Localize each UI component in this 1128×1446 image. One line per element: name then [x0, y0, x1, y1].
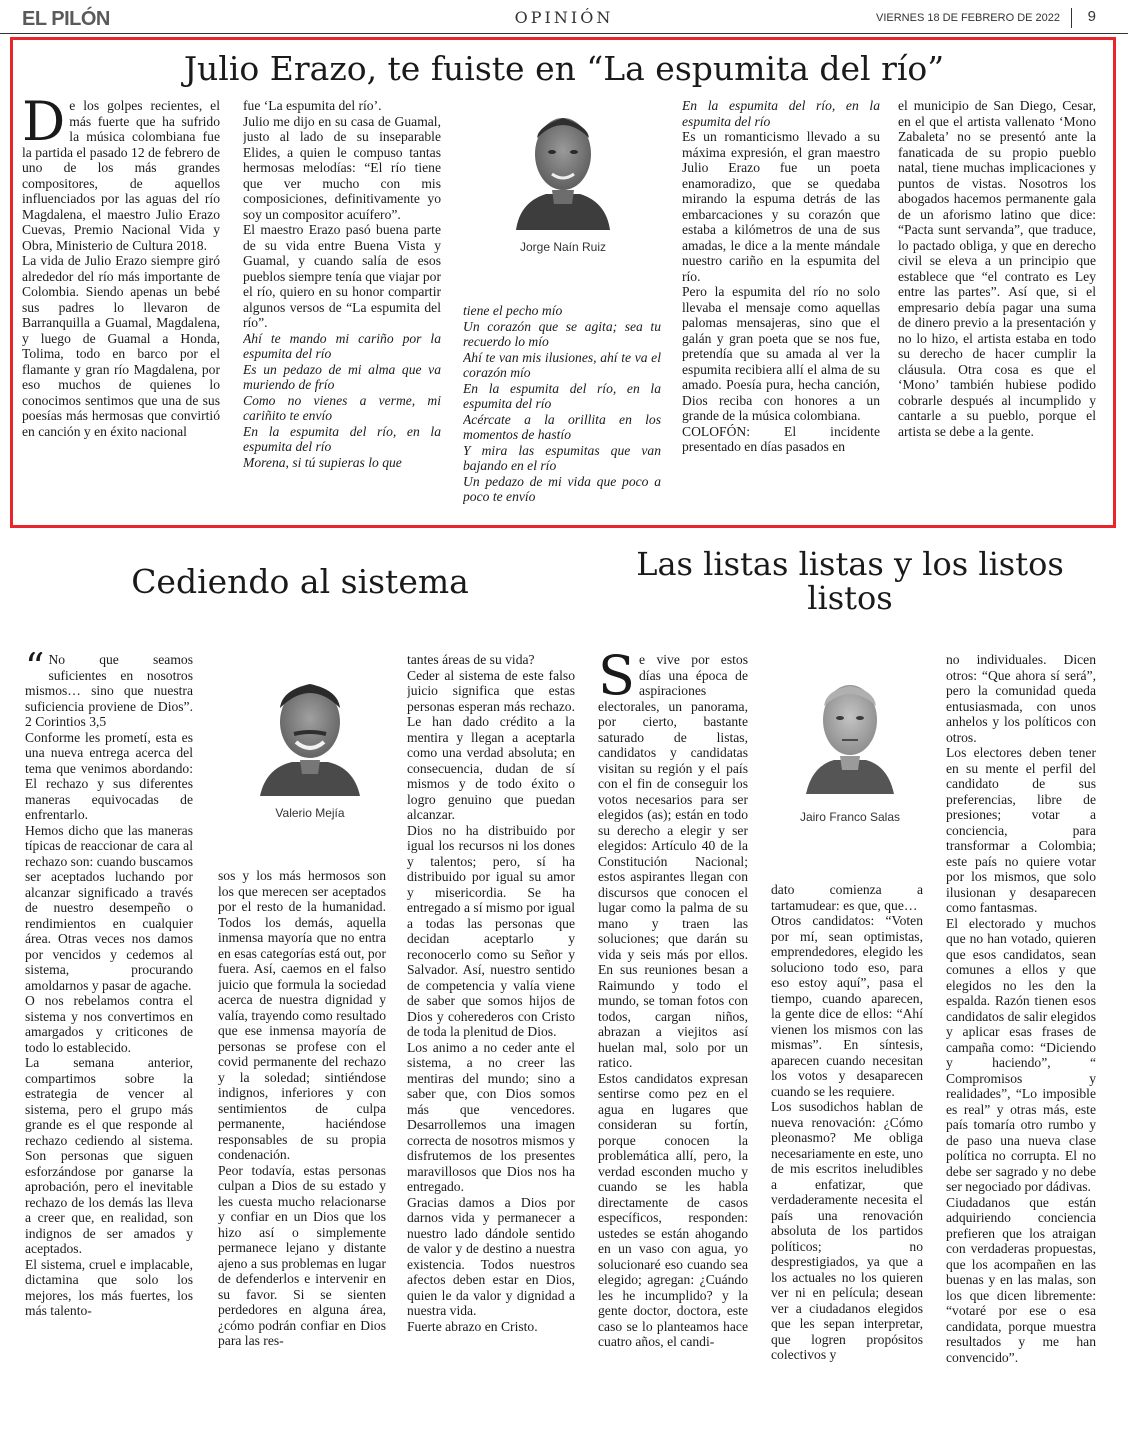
article2-column-2 — [218, 868, 386, 1424]
article1-title: Julio Erazo, te fuiste en “La espumita del río” — [183, 49, 945, 88]
article3-paragraph: no individuales. Dicen otros: “Que ahora sí será”, pero la comunidad queda entusiasmada, con unos anhelos y los políticos con otros. — [946, 652, 1096, 745]
article1-author: Jorge Naín Ruiz — [519, 240, 607, 254]
article1-paragraph: Pero la espumita del río no solo llevaba el mensaje como aquellas palomas mensajeras, sino que el galán y gran poeta que se nos fue, pretendía que su amada al ver la espumita recibiera allí el alma de su amado. Poesía pura, hecha canción, Dios reciba con honores a un grande de la música colombiana. — [682, 284, 880, 423]
article1-drop-cap: D — [22, 98, 66, 153]
article2-column-3 — [407, 652, 575, 1424]
article2-paragraph: Dios no ha distribuido por igual los recursos ni los dones y talentos; pero, sí ha distribuido por igual su amor y misericordia. Se ha entregado a sí mismo por igual a todas las personas que decidan aceptarlo y reconocerlo como su Señor y Salvador. Así, nuestro sentido de competencia y valía viene de saber que somos hijos de Dios y coherederos con Cristo de toda la plenitud de Dios. — [407, 822, 575, 1039]
article1-verse: En la espumita del río, en la espumita del río — [682, 98, 880, 129]
page-number: 9 — [1087, 8, 1096, 25]
article2-paragraph: Ceder al sistema de este falso juicio significa que estas personas esperan más rechazo. Le han dado crédito a la mentira y llegan a aceptarla como una verdad absoluta; en consecuencia, dudan de sí mismos y de todo éxito o logro genuino que puedan alcanzar. — [407, 667, 575, 822]
article1-column-4 — [682, 98, 880, 510]
article1-column-3 — [463, 303, 661, 510]
article1-verse: Ahí te mando mi cariño por la espumita del río — [243, 330, 441, 361]
article2-quote-mark: “ — [25, 652, 45, 689]
article2-paragraph: Peor todavía, estas personas culpan a Dios de su estado y les cuesta mucho relacionarse y confiar en un Dios que los hizo así o simplemente permanece lejano y distante ajeno a sus problemas en lugar de defenderlos e intervenir en su favor. Si se sienten perdedores en alguna área, ¿cómo podrán confiar en Dios para las res- — [218, 1162, 386, 1348]
article2-paragraph: sos y los más hermosos son los que merecen ser aceptados por el resto de la humanidad. Todos los demás, aquella inmensa mayoría que no entra en esas categorías está out, por fuera. Así, caemos en el falso juicio que formula la sociedad acerca de nuestra dignidad y valía, trayendo como resultado que ese inmensa mayoría de personas se profese con el covid permanente del rechazo y la soledad; sintiéndose indignos, inferiores y con sentimientos de culpa permanente, haciéndose responsables de su propia condenación. — [218, 868, 386, 1162]
article2-paragraph: Conforme les prometí, esta es una nueva entrega acerca del tema que venimos abordando: El rechazo y sus diferentes maneras equivocadas de enfrentarlo. — [25, 729, 193, 822]
article3-title: Las listas listas y los listos listos — [636, 545, 1064, 617]
author-photo-jorge-nain-ruiz — [508, 98, 618, 230]
article1-paragraph: el municipio de San Diego, Cesar, en el que el artista vallenato ‘Mono Zabaleta’ no se presentó ante la fanaticada de su propio pueblo natal, tiene muchas implicaciones y puntos de vistas. Nosotros los abogados hacemos permanente gala de un aforismo latino que dice: “Pacta sunt servanda”, que traduce, lo pactado obliga, y que en derecho civil se eleva a un principio que establece que “el contrato es Ley entre las partes”. Así que, si el empresario debía pagar una suma de dinero previo a la presentación y no lo hizo, el artista estaba en todo su derecho de hacer cumplir la cláusula. Otra cosa es que el ‘Mono’ también hubiese podido cobrarle después al incumplido y cantarle a su pueblo, porque el artista se debe a la gente. — [898, 98, 1096, 439]
article3-paragraph: Ciudadanos que están adquiriendo conciencia prefieren que los atraigan con verdaderas propuestas, que los acompañen en las buenas y en las malas, son los que dicen libremente: “votaré por ese o esa candidata, porque muestra resultados y me han convencido”. — [946, 1194, 1096, 1365]
article3-column-1 — [598, 652, 748, 1424]
article1-paragraph: e los golpes recientes, el más fuerte que ha sufrido la música colombiana fue la partida el pasado 12 de febrero de uno de los más grandes compositores, de aquellos influenciados por las aguas del río Magdalena, el maestro Julio Erazo Cuevas, Premio Nacional Vida y Obra, Ministerio de Cultura 2018. — [22, 98, 220, 253]
article1-column-5 — [898, 98, 1096, 510]
article1-verse: Un corazón que se agita; sea tu recuerdo lo mío — [463, 318, 661, 349]
article3-drop-cap: S — [598, 652, 635, 707]
article2-title: Cediendo al sistema — [131, 562, 469, 601]
article2-paragraph: tantes áreas de su vida? — [407, 652, 535, 667]
article1-paragraph: La vida de Julio Erazo siempre giró alrededor del río más importante de Colombia. Siendo apenas un bebé sus padres lo llevaron de Barranquilla a Guamal, Magdalena, y luego de Guamal a Honda, Tolima, todo en barco por el flamante y gran río Magdalena, por eso muchos de quienes lo conocimos sentimos que una de sus poesías más hermosas que convirtió en canción y en éxito nacional — [22, 253, 220, 439]
article1-verse: tiene el pecho mío — [463, 303, 563, 318]
article2-paragraph: La semana anterior, compartimos sobre la estrategia de vencer al sistema, pero el grupo más grande es el que responde al rechazo cediendo al sistema. Son personas que siguen esforzándose por ganarse la aprobación, pero el inevitable rechazo de los demás las lleva a creer que, en realidad, son indignos de ser amados y aceptados. — [25, 1055, 193, 1256]
article1-verse: Ahí te van mis ilusiones, ahí te va el corazón mío — [463, 349, 661, 380]
article3-paragraph: El electorado y muchos que no han votado, quieren que esos candidatos, sean comunes a ellos y que elegidos no les den la espalda. Razón tienen esos candidatos de salir elegidos y aplicar esas frases de campaña como: “Diciendo y haciendo”, “ Compromisos y realidades”, “Lo imposible es real” y otras más, este país tomaría otro rumbo y de paso una nueva clase política no corrupta. El no debe ser sagrado y no debe ser negociado por dádivas. — [946, 915, 1096, 1194]
article3-paragraph: Otros candidatos: “Voten por mí, sean optimistas, emprendedores, elegido les soluciono todo eso, para eso estoy aquí”, pasa el tiempo, cuando aparecen, la gente dice de ellos: “Ahí vienen los mismos con las mismas”. En síntesis, aparecen cuando necesitan los votos y desaparecen cuando se les requiere. — [771, 913, 923, 1099]
article1-column-1 — [22, 98, 220, 510]
article1-verse: Morena, si tú supieras lo que — [243, 454, 402, 470]
article1-verse: En la espumita del río, en la espumita del río — [243, 423, 441, 454]
article1-verse: En la espumita del río, en la espumita del río — [463, 380, 661, 411]
article3-paragraph: Estos candidatos expresan sentirse como pez en el agua en lugares que consideran su fortín, porque conocen la problemática allí, pero, la verdad esconden mucho y cuando se les habla directamente de casos específicos, responden: ustedes se están ahogando en un vaso con agua, yo solucionaré eso cuando sea elegido; agregan: ¿Cuándo les he incumplido? y la gente doctor, doctora, este caso se lo planteamos hace cuatro años, el candi- — [598, 1070, 748, 1349]
article2-paragraph: Gracias damos a Dios por darnos vida y permanecer a nuestro lado dándole sentido de valor y de destino a nuestra existencia. Todos nuestros afectos deben estar en Dios, quien le da valor y dignidad a nuestra vida. — [407, 1194, 575, 1318]
article2-author: Valerio Mejía — [275, 806, 345, 820]
article3-paragraph: dato comienza a tartamudear: es que, que… — [771, 882, 923, 913]
masthead — [0, 0, 1128, 34]
article3-paragraph: Los electores deben tener en su mente el perfil del candidato de sus preferencias, libre de presiones; votar a conciencia, para transformar a Colombia; este país no quiere votar por los mismos, que solo ilusionan y desaparecen como fantasmas. — [946, 745, 1096, 915]
article1-column-2 — [243, 98, 441, 510]
article1-verse: Y mira las espumitas que van bajando en el río — [463, 442, 661, 473]
article2-paragraph: Hemos dicho que las maneras típicas de reaccionar de cara al rechazo son: cuando buscamos ser aceptados luchando por alcanzar significado a través de nuestro desempeño o rendimientos en cualquier área. Otras veces nos damos por vencidos y cedemos al sistema, procurando amoldarnos y pasar de agache. — [25, 822, 193, 993]
article1-paragraph: El maestro Erazo pasó buena parte de su vida entre Buena Vista y Guamal, y cuando salía de esos pueblos siempre tenía que viajar por el río, quiero en su honor compartir algunos versos de “La espumita del río”. — [243, 222, 441, 330]
article1-paragraph: fue ‘La espumita del río’. — [243, 98, 382, 113]
article2-paragraph: O nos rebelamos contra el sistema y nos convertimos en amargados y criticones de todo lo establecido. — [25, 993, 193, 1055]
article2-column-1 — [25, 652, 193, 1424]
article3-paragraph: Los susodichos hablan de nueva renovación: ¿Cómo pleonasmo? Me obliga necesariamente en este, uno de mis escritos ineludibles a enfatizar, que verdaderamente necesita el país una renovación absoluta de los partidos políticos; no desprestigiados, ya que a los actuales no los quieren ver ni en película; desean ver a ciudadanos elegidos que les sepan interpretar, que logren propósitos colectivos y — [771, 1099, 923, 1362]
issue-date: VIERNES 18 DE FEBRERO DE 2022 — [875, 12, 1060, 24]
article2-paragraph: El sistema, cruel e implacable, dictamina que solo los mejores, los más fuertes, los más talento- — [25, 1256, 193, 1318]
article1-verse: Es un pedazo de mi alma que va muriendo de frío — [243, 361, 441, 392]
author-photo-jairo-franco-salas — [800, 666, 900, 794]
article1-paragraph: COLOFÓN: El incidente presentado en días pasados en — [682, 423, 880, 454]
article3-author: Jairo Franco Salas — [799, 810, 901, 824]
article3-paragraph: e vive por estos días una época de aspiraciones electorales, un panorama, por cierto, bastante saturado de listas, candidatos y candidatas visitan su región y el país con el fin de conseguir los votos necesarios para ser elegidos (as); están en todo su derecho a elegir y ser elegidos: Artículo 40 de la Constitución Nacional; estos aspirantes llegan con discursos que conocen el lugar como la palma de su mano y traen las soluciones; que darán su vida y seis más por ellos. En sus reuniones besan a Raimundo y todo el mundo, se toman fotos con todos, cargan niños, abrazan a viejitos así huelan mal, solo por un ratico. — [598, 652, 748, 1070]
article1-verse: Acércate a la orillita en los momentos de hastío — [463, 411, 661, 442]
article1-verse: Un pedazo de mi vida que poco a poco te envío — [463, 473, 661, 504]
article3-column-3 — [946, 652, 1096, 1424]
article1-paragraph: Es un romanticismo llevado a su máxima expresión, el gran maestro Julio Erazo fue un poeta enamoradizo, que se quedaba mirando la espuma detrás de las embarcaciones y su corazón que estaba a kilómetros de una de sus amadas, le dice a la mente mándale nuestro cariño en la espumita del río. — [682, 129, 880, 284]
page-number-divider — [1071, 8, 1072, 28]
article1-verse: Como no vienes a verme, mi cariñito te envío — [243, 392, 441, 423]
newspaper-logo: EL PILÓN — [22, 8, 110, 30]
article3-column-2 — [771, 882, 923, 1424]
article1-paragraph: Julio me dijo en su casa de Guamal, justo al lado de su inseparable Elides, a quien le compuso tantas hermosas melodías: “El río tiene que ver mucho con mis composiciones, definitivamente yo soy un compositor acuífero”. — [243, 113, 441, 222]
article2-paragraph: No que seamos suficientes en nosotros mismos… sino que nuestra suficiencia proviene de Dios”. 2 Corintios 3,5 — [25, 652, 193, 729]
article2-paragraph: Fuerte abrazo en Cristo. — [407, 1318, 538, 1334]
section-title: OPINIÓN — [514, 8, 614, 27]
article2-paragraph: Los animo a no ceder ante el sistema, a no creer las mentiras del mundo; sino a saber que, con Dios somos más que vencedores. Desarrollemos una imagen correcta de nosotros mismos y disfrutemos de los presentes maravillosos que Dios nos ha entregado. — [407, 1039, 575, 1194]
author-photo-valerio-mejia — [250, 664, 370, 796]
